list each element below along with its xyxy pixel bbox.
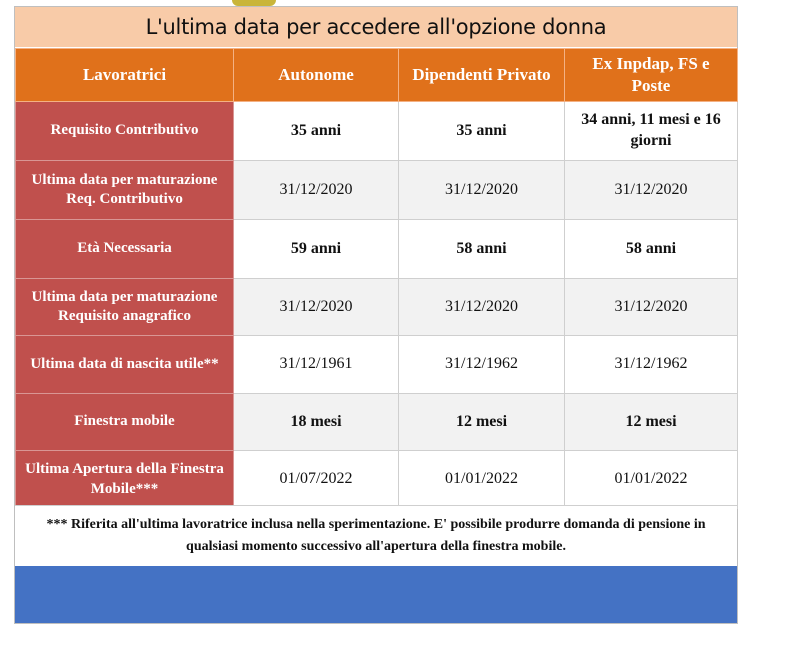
table-row	[16, 279, 738, 336]
row-label: Requisito Contributivo	[16, 102, 234, 161]
comparison-table	[15, 48, 738, 509]
table-cell: 31/12/2020	[399, 161, 565, 220]
footer-bar	[15, 566, 737, 623]
table-cell: 31/12/1962	[399, 336, 565, 394]
row-label: Ultima data per maturazione Req. Contributivo	[16, 161, 234, 220]
row-label: Ultima data di nascita utile**	[16, 336, 234, 394]
table-row	[16, 220, 738, 279]
table-cell: 35 anni	[399, 102, 565, 161]
table-cell: 58 anni	[399, 220, 565, 279]
row-label: Finestra mobile	[16, 394, 234, 451]
table-cell: 18 mesi	[234, 394, 399, 451]
table-row	[16, 102, 738, 161]
table-cell: 31/12/2020	[234, 161, 399, 220]
table-row	[16, 161, 738, 220]
table-cell: 34 anni, 11 mesi e 16 giorni	[565, 102, 738, 161]
table-header-row	[16, 49, 738, 102]
table-cell: 12 mesi	[565, 394, 738, 451]
table-cell: 31/12/2020	[234, 279, 399, 336]
info-card	[14, 6, 738, 624]
table-cell: 12 mesi	[399, 394, 565, 451]
header-dipendenti-privato: Dipendenti Privato	[399, 49, 565, 102]
table-cell: 31/12/1961	[234, 336, 399, 394]
table-row	[16, 394, 738, 451]
table-cell: 31/12/2020	[565, 279, 738, 336]
table-row	[16, 336, 738, 394]
table-cell: 31/12/1962	[565, 336, 738, 394]
table-cell: 58 anni	[565, 220, 738, 279]
header-ex-inpdap: Ex Inpdap, FS e Poste	[565, 49, 738, 102]
table-cell: 59 anni	[234, 220, 399, 279]
table-cell: 01/01/2022	[565, 451, 738, 509]
row-label: Ultima Apertura della Finestra Mobile***	[16, 451, 234, 509]
table-cell: 01/01/2022	[399, 451, 565, 509]
header-autonome: Autonome	[234, 49, 399, 102]
table-cell: 31/12/2020	[399, 279, 565, 336]
page-title: L'ultima data per accedere all'opzione donna	[15, 7, 737, 48]
header-lavoratrici: Lavoratrici	[16, 49, 234, 102]
row-label: Ultima data per maturazione Requisito anagrafico	[16, 279, 234, 336]
table-cell: 01/07/2022	[234, 451, 399, 509]
table-cell: 35 anni	[234, 102, 399, 161]
table-row	[16, 451, 738, 509]
table-cell: 31/12/2020	[565, 161, 738, 220]
footnote: *** Riferita all'ultima lavoratrice inclusa nella sperimentazione. E' possibile produrre domanda di pensione in qualsiasi momento successivo all'apertura della finestra mobile.	[15, 505, 737, 566]
row-label: Età Necessaria	[16, 220, 234, 279]
